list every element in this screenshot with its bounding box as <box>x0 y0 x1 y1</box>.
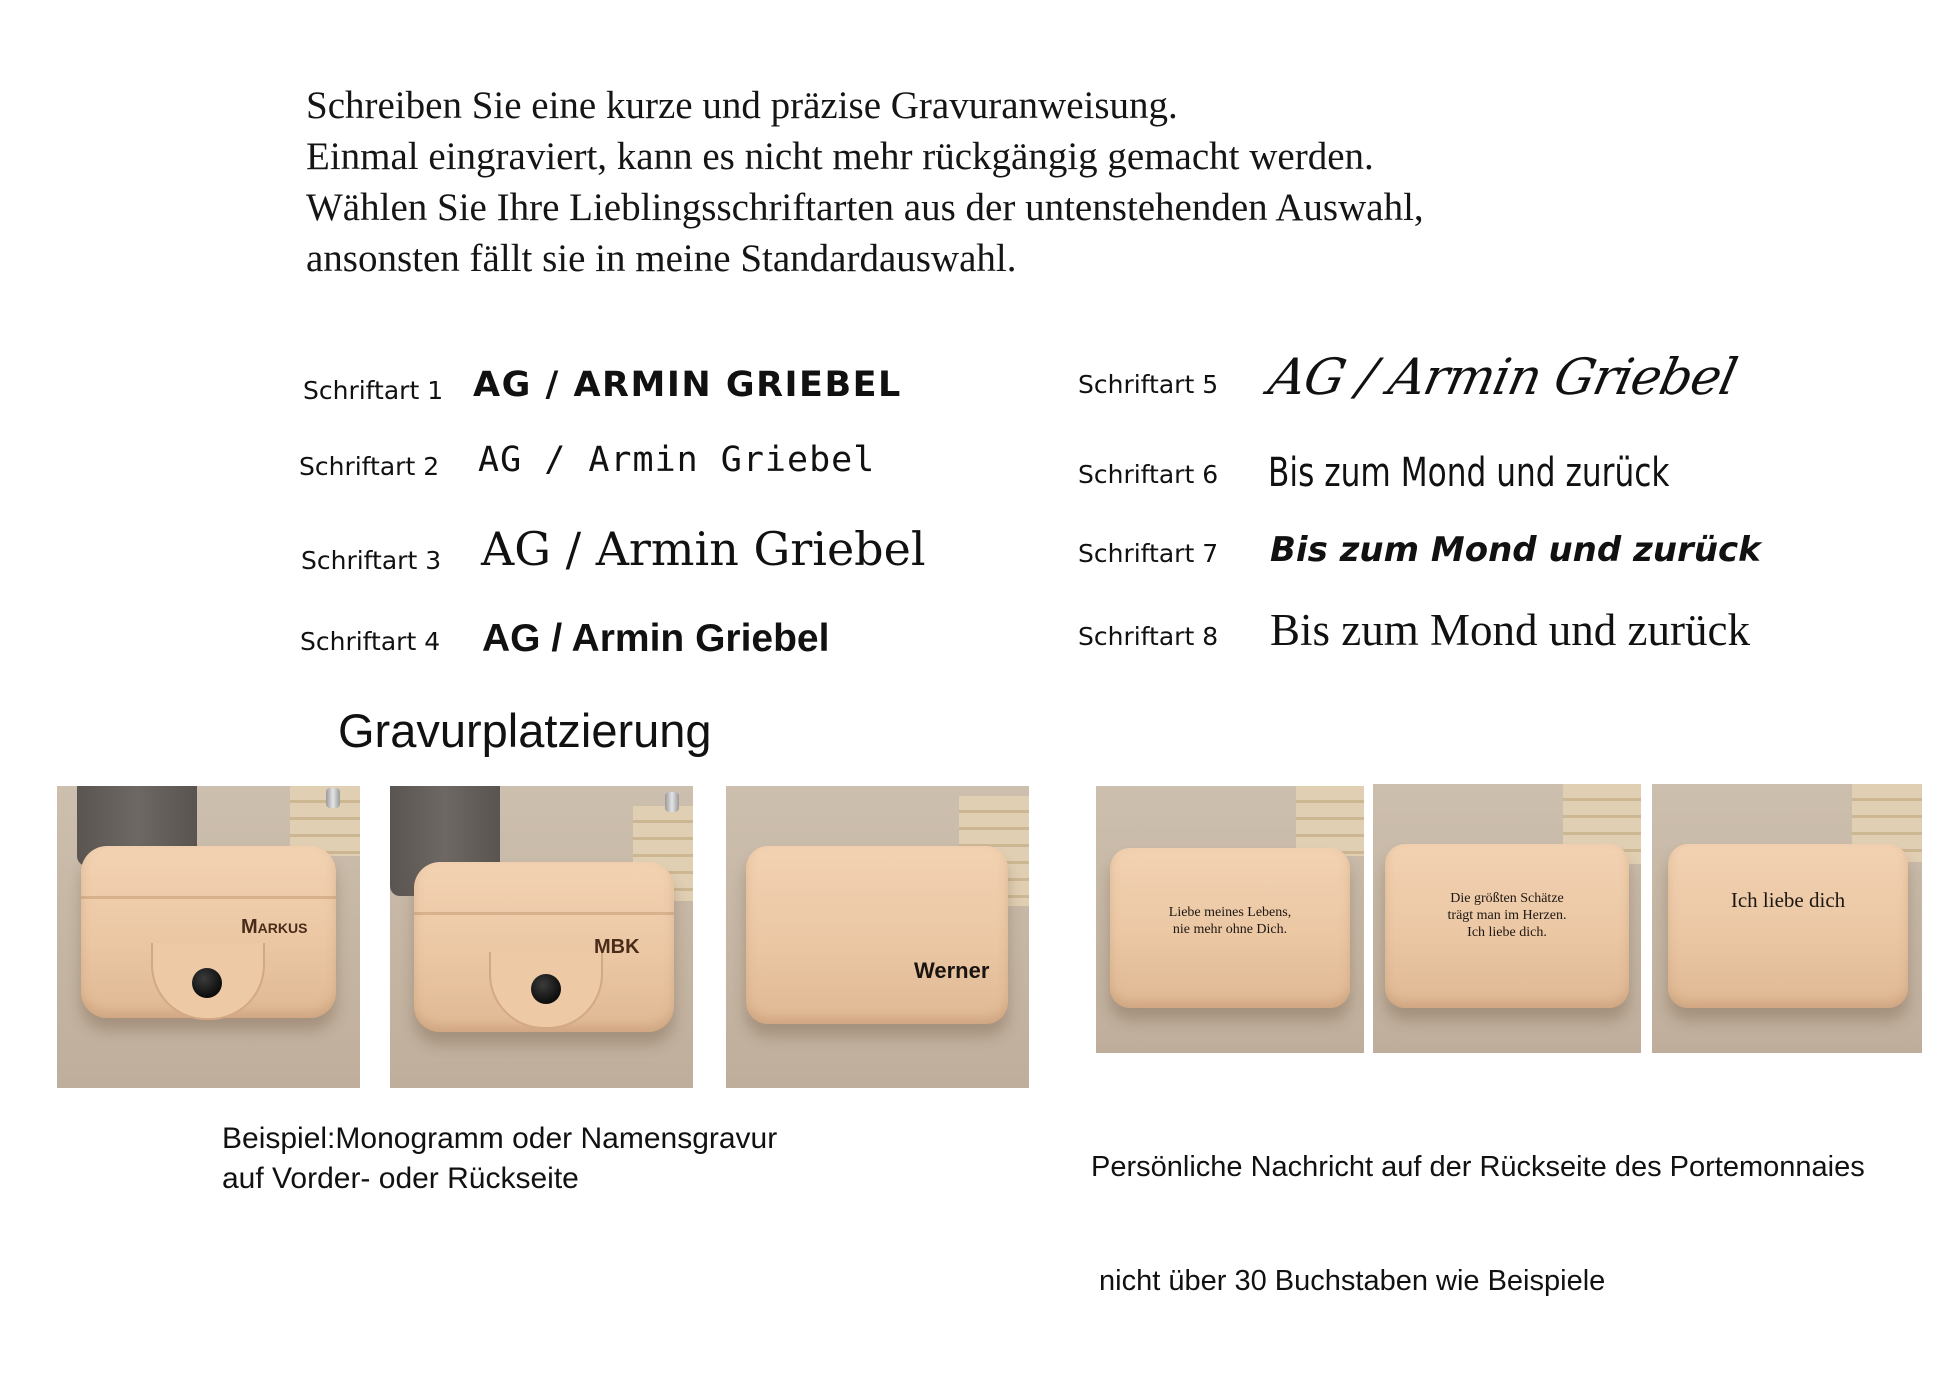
intro-line: ansonsten fällt sie in meine Standardauswahl. <box>306 237 1017 280</box>
caption-line: Persönliche Nachricht auf der Rückseite des Portemonnaies <box>1091 1151 1865 1183</box>
wallet-shape <box>1385 844 1629 1008</box>
font-sample-3: AG / Armin Griebel <box>481 522 926 576</box>
engraving-message <box>1668 888 1908 913</box>
font-label-1: Schriftart 1 <box>303 376 444 405</box>
caption-line: nicht über 30 Buchstaben wie Beispiele <box>1091 1265 1606 1297</box>
engraving-line: trägt man im Herzen. <box>1447 908 1567 923</box>
font-sample-1: AG / ARMIN GRIEBEL <box>473 365 902 405</box>
pin-shape <box>665 792 679 812</box>
caption-line: auf Vorder- oder Rückseite <box>222 1162 579 1195</box>
font-sample-5: AG / Armin Griebel <box>1263 348 1742 406</box>
engraving-line: Die größten Schätze <box>1450 891 1564 906</box>
caption-back <box>1091 1072 1865 1338</box>
font-label-2: Schriftart 2 <box>299 452 440 481</box>
wallet-photo-back-3 <box>1652 784 1922 1053</box>
wallet-shape <box>1110 848 1350 1008</box>
engraving-line: nie mehr ohne Dich. <box>1172 922 1288 937</box>
engraving-line: Liebe meines Lebens, <box>1168 905 1292 920</box>
wallet-shape <box>414 862 674 1032</box>
font-label-4: Schriftart 4 <box>300 627 441 656</box>
engraving-message <box>1110 904 1350 938</box>
font-label-8: Schriftart 8 <box>1078 622 1219 651</box>
engraving-line: Ich liebe dich <box>1730 888 1846 912</box>
wallet-photo-back-2 <box>1373 784 1641 1053</box>
font-sample-7: Bis zum Mond und zurück <box>1270 530 1761 570</box>
caption-line: Beispiel:Monogramm oder Namensgravur <box>222 1122 778 1155</box>
wallet-flap <box>414 898 674 915</box>
intro-line: Wählen Sie Ihre Lieblingsschriftarten aus der untenstehenden Auswahl, <box>306 186 1424 229</box>
intro-line: Einmal eingraviert, kann es nicht mehr rückgängig gemacht werden. <box>306 135 1374 178</box>
engraving-line: Ich liebe dich. <box>1467 925 1547 940</box>
caption-front <box>222 1119 777 1199</box>
snap-button <box>192 968 222 998</box>
engraving-text: MBK <box>594 936 640 958</box>
placement-heading: Gravurplatzierung <box>338 704 712 757</box>
wallet-photo-back-1 <box>1096 786 1364 1053</box>
engraving-text: Markus <box>241 916 308 938</box>
snap-button <box>531 974 561 1004</box>
wallet-photo-front-1 <box>57 786 360 1088</box>
intro-text <box>306 80 1706 284</box>
font-label-7: Schriftart 7 <box>1078 539 1219 568</box>
font-sample-6: Bis zum Mond und zurück <box>1268 450 1670 496</box>
wood-block-shape <box>1296 786 1364 856</box>
intro-line: Schreiben Sie eine kurze und präzise Gravuranweisung. <box>306 84 1178 127</box>
wallet-shape <box>1668 844 1908 1008</box>
wallet-flap <box>81 882 336 899</box>
wallet-photo-front-2 <box>390 786 693 1088</box>
font-label-3: Schriftart 3 <box>301 546 442 575</box>
font-sample-2: AG / Armin Griebel <box>478 440 876 480</box>
wallet-shape <box>81 846 336 1018</box>
wallet-photo-front-3 <box>726 786 1029 1088</box>
font-sample-8: Bis zum Mond und zurück <box>1270 605 1750 655</box>
engraving-message <box>1385 890 1629 941</box>
pin-shape <box>326 788 340 808</box>
font-label-5: Schriftart 5 <box>1078 370 1219 399</box>
font-label-6: Schriftart 6 <box>1078 460 1219 489</box>
engraving-text: Werner <box>914 958 990 983</box>
wallet-shape <box>746 846 1008 1024</box>
font-sample-4: AG / Armin Griebel <box>482 617 830 660</box>
